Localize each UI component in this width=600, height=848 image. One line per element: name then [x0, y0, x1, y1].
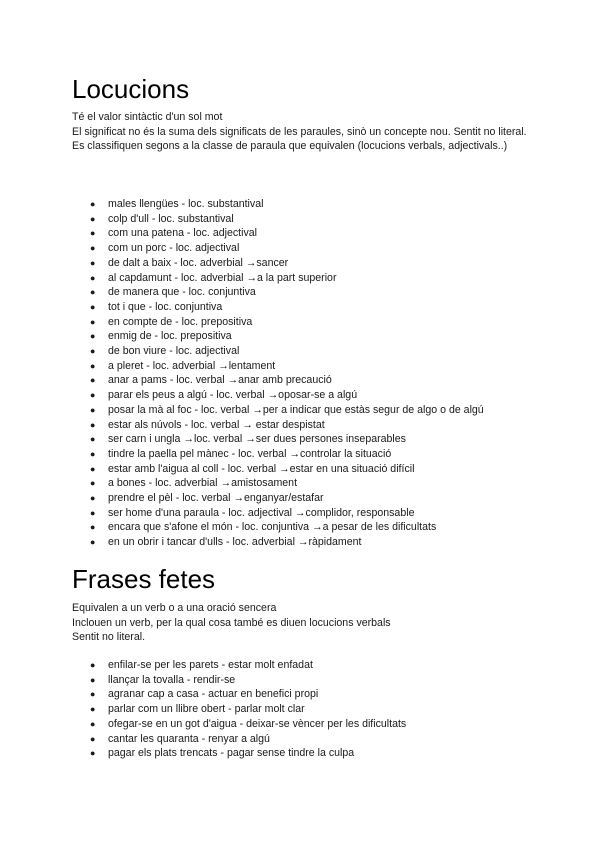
- bullet-icon: ●: [90, 375, 96, 386]
- section-title-locucions: Locucions: [72, 74, 190, 104]
- list-item-text: de dalt a baix - loc. adverbial →sancer: [108, 256, 289, 269]
- list-item-text: ser home d'una paraula - loc. adjectival →complidor, responsable: [108, 506, 415, 519]
- bullet-icon: ●: [90, 360, 96, 371]
- bullet-icon: ●: [90, 213, 96, 224]
- list-item: [72, 388, 542, 403]
- bullet-icon: ●: [90, 228, 96, 239]
- list-item: [72, 226, 542, 241]
- list-item-text: parar els peus a algú - loc. verbal →oposar-se a algú: [108, 389, 358, 402]
- list-item: [72, 658, 532, 673]
- bullet-icon: ●: [90, 404, 96, 415]
- list-item-text: estar als núvols - loc. verbal → estar despistat: [108, 418, 325, 431]
- list-item: [72, 373, 542, 388]
- bullet-icon: ●: [90, 316, 96, 327]
- list-item-text: ofegar-se en un got d'aigua - deixar-se vèncer per les dificultats: [108, 717, 407, 730]
- list-item: [72, 329, 542, 344]
- list-item: [72, 271, 542, 286]
- bullet-icon: ●: [90, 390, 96, 401]
- list-item: [72, 447, 542, 462]
- list-item-text: en un obrir i tancar d'ulls - loc. adverbial →ràpidament: [108, 536, 362, 549]
- bullet-icon: ●: [90, 199, 96, 209]
- bullet-icon: ●: [90, 419, 96, 430]
- list-item-text: de bon viure - loc. adjectival: [108, 345, 240, 358]
- bullet-icon: ●: [90, 718, 96, 729]
- list-item: [72, 687, 532, 702]
- list-item-text: en compte de - loc. prepositiva: [108, 315, 253, 328]
- list-item-text: encara que s'afone el món - loc. conjuntiva →a pesar de les dificultats: [108, 521, 437, 534]
- bullet-icon: ●: [90, 346, 96, 357]
- intro-paragraph: Es classifiquen segons a la classe de paraula que equivalen (locucions verbals, adjectivals..): [72, 140, 508, 152]
- list-item-text: posar la mà al foc - loc. verbal →per a indicar que estàs segur de algo o de algú: [108, 403, 484, 416]
- list-item: [72, 344, 542, 359]
- list-item: [72, 197, 542, 212]
- list-item-text: prendre el pèl - loc. verbal →enganyar/estafar: [108, 492, 324, 505]
- list-item-text: males llengües - loc. substantival: [108, 198, 264, 210]
- list-item: [72, 418, 542, 433]
- bullet-icon: ●: [90, 674, 96, 685]
- section-intro-locucions: [72, 110, 532, 154]
- section-title-frases-fetes: Frases fetes: [72, 564, 216, 594]
- list-item-text: anar a pams - loc. verbal →anar amb precaució: [108, 374, 332, 387]
- list-item-text: llançar la tovalla - rendir-se: [108, 673, 236, 686]
- list-item: [72, 212, 542, 227]
- bullet-icon: ●: [90, 272, 96, 283]
- bullet-icon: ●: [90, 493, 96, 504]
- list-item-text: com una patena - loc. adjectival: [108, 227, 257, 240]
- bullet-icon: ●: [90, 522, 96, 533]
- list-item-text: parlar com un llibre obert - parlar molt clar: [108, 703, 305, 716]
- list-item-text: a pleret - loc. adverbial →lentament: [108, 359, 276, 372]
- list-item: [72, 476, 542, 491]
- list-item: [72, 432, 542, 447]
- list-item: [72, 241, 542, 256]
- list-item-text: com un porc - loc. adjectival: [108, 242, 240, 255]
- list-item-text: enfilar-se per les parets - estar molt enfadat: [108, 659, 313, 671]
- list-item: [72, 717, 532, 732]
- list-item-text: colp d'ull - loc. substantival: [108, 212, 234, 225]
- list-item: [72, 462, 542, 477]
- bullet-icon: ●: [90, 243, 96, 254]
- list-item-text: a bones - loc. adverbial →amistosament: [108, 477, 298, 490]
- list-item: [72, 491, 542, 506]
- bullet-icon: ●: [90, 463, 96, 474]
- list-item: [72, 315, 542, 330]
- bullet-icon: ●: [90, 448, 96, 459]
- locucions-list: [72, 197, 542, 550]
- bullet-icon: ●: [90, 287, 96, 298]
- list-item: [72, 256, 542, 271]
- bullet-icon: ●: [90, 689, 96, 700]
- list-item-text: tindre la paella pel mànec - loc. verbal →controlar la situació: [108, 447, 392, 460]
- bullet-icon: ●: [90, 660, 96, 670]
- intro-paragraph: Té el valor sintàctic d'un sol mot: [72, 111, 223, 123]
- bullet-icon: ●: [90, 507, 96, 518]
- list-item: [72, 359, 542, 374]
- intro-paragraph: El significat no és la suma dels significats de les paraules, sinò un concepte nou. Sentit no literal.: [72, 125, 527, 138]
- intro-paragraph: Equivalen a un verb o a una oració sencera: [72, 602, 277, 614]
- list-item-text: al capdamunt - loc. adverbial →a la part superior: [108, 271, 337, 284]
- bullet-icon: ●: [90, 733, 96, 744]
- list-item-text: cantar les quaranta - renyar a algú: [108, 732, 270, 745]
- frases-fetes-list: [72, 658, 532, 761]
- bullet-icon: ●: [90, 704, 96, 715]
- bullet-icon: ●: [90, 537, 96, 548]
- list-item-text: tot i que - loc. conjuntiva: [108, 300, 223, 313]
- intro-paragraph: Sentit no literal.: [72, 631, 146, 643]
- bullet-icon: ●: [90, 331, 96, 342]
- list-item-text: estar amb l'aigua al coll - loc. verbal →estar en una situació difícil: [108, 462, 415, 475]
- list-item-text: enmig de - loc. prepositiva: [108, 330, 232, 343]
- list-item-text: pagar els plats trencats - pagar sense tindre la culpa: [108, 747, 355, 760]
- list-item: [72, 403, 542, 418]
- bullet-icon: ●: [90, 301, 96, 312]
- list-item-text: ser carn i ungla →loc. verbal →ser dues persones inseparables: [108, 433, 406, 446]
- list-item: [72, 535, 542, 550]
- bullet-icon: ●: [90, 478, 96, 489]
- list-item: [72, 746, 532, 761]
- bullet-icon: ●: [90, 434, 96, 445]
- list-item: [72, 300, 542, 315]
- list-item: [72, 732, 532, 747]
- intro-paragraph: Inclouen un verb, per la qual cosa també es diuen locucions verbals: [72, 616, 391, 629]
- list-item-text: agranar cap a casa - actuar en benefici propi: [108, 688, 319, 701]
- list-item: [72, 506, 542, 521]
- bullet-icon: ●: [90, 257, 96, 268]
- bullet-icon: ●: [90, 748, 96, 759]
- list-item: [72, 520, 542, 535]
- list-item-text: de manera que - loc. conjuntiva: [108, 286, 256, 299]
- section-intro-frases-fetes: [72, 601, 532, 645]
- list-item: [72, 673, 532, 688]
- list-item: [72, 285, 542, 300]
- list-item: [72, 702, 532, 717]
